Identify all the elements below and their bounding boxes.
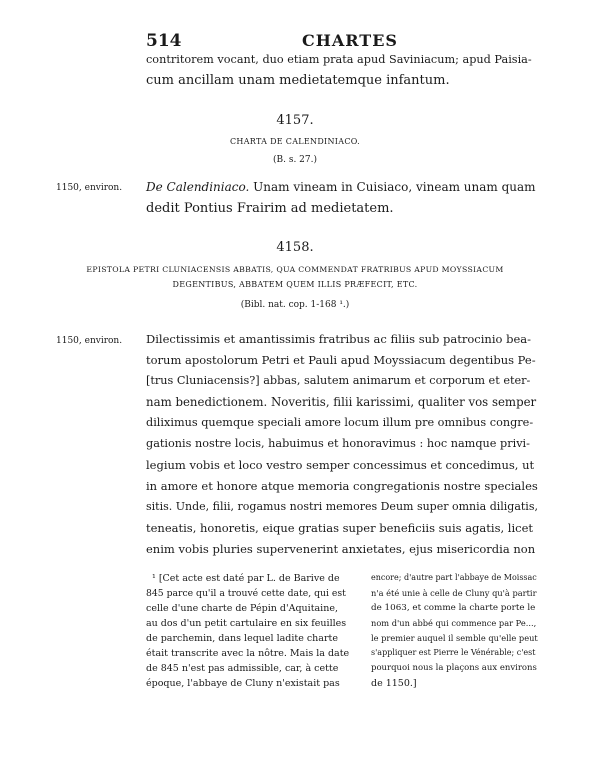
carryover-line: cum ancillam unam medietatemque infantum. — [146, 73, 450, 88]
charter-text: Unam vineam in Cuisiaco, vineam unam quam — [249, 180, 536, 194]
charter-text-line — [146, 180, 536, 194]
letter-line: Dilectissimis et amantissimis fratribus ac filiis sub patrocinio bea- — [146, 332, 531, 346]
letter-line: torum apostolorum Petri et Pauli apud Moyssiacum degentibus Pe- — [146, 353, 536, 367]
footnote-line: celle d'une charte de Pépin d'Aquitaine, — [146, 603, 338, 614]
page-number: 514 — [146, 31, 182, 51]
charter-title: CHARTA DE CALENDINIACO. — [230, 137, 360, 146]
footnote-line: au dos d'un petit cartulaire en six feuilles — [146, 618, 347, 629]
letter-line: gationis nostre locis, habuimus et honoravimus : hoc namque privi- — [146, 437, 530, 450]
margin-date: 1150, environ. — [56, 183, 123, 193]
running-title: CHARTES — [302, 31, 398, 50]
footnote-line: était transcrite avec la nôtre. Mais la date — [146, 648, 350, 659]
carryover-line: contritorem vocant, duo etiam prata apud Saviniacum; apud Paisia- — [146, 53, 532, 66]
letter-line: [trus Cluniacensis?] abbas, salutem animarum et corporum et eter- — [146, 374, 531, 387]
letter-line: legium vobis et loco vestro semper concessimus et concedimus, ut — [146, 458, 535, 472]
footnote-line: de 1063, et comme la charte porte le — [371, 603, 536, 613]
footnote-line: époque, l'abbaye de Cluny n'existait pas — [146, 678, 340, 689]
charter-title: DEGENTIBUS, ABBATEM QUEM ILLIS PRÆFECIT, ETC. — [172, 280, 418, 289]
charter-incipit: De Calendiniaco. — [146, 180, 250, 194]
footnote-line: de parchemin, dans lequel ladite charte — [146, 633, 338, 644]
letter-line: sitis. Unde, filii, rogamus nostri memores Deum super omnia diligatis, — [146, 500, 538, 513]
charter-text-line: dedit Pontius Frairim ad medietatem. — [146, 201, 394, 216]
charter-number: 4158. — [276, 240, 314, 255]
margin-date: 1150, environ. — [56, 336, 123, 346]
letter-line: diliximus quemque speciali amore locum illum pre omnibus congre- — [146, 416, 534, 429]
footnote-line: pourquoi nous la plaçons aux environs — [371, 663, 537, 673]
footnote-line: de 1150.] — [371, 678, 417, 689]
footnote-line: n'a été unie à celle de Cluny qu'à partir — [371, 588, 537, 598]
footnote-line: encore; d'autre part l'abbaye de Moissac — [371, 573, 537, 582]
letter-line: in amore et honore atque memoria congregationis nostre speciales — [146, 479, 538, 493]
charter-title: EPISTOLA PETRI CLUNIACENSIS ABBATIS, QUA COMMENDAT FRATRIBUS APUD MOYSSIACUM — [86, 265, 504, 274]
footnote-line: nom d'un abbé qui commence par Pe..., — [371, 618, 537, 628]
charter-reference: (B. s. 27.) — [272, 155, 317, 165]
footnote-line: s'appliquer est Pierre le Vénérable; c'est — [371, 648, 536, 657]
letter-line: nam benedictionem. Noveritis, filii karissimi, qualiter vos semper — [146, 395, 537, 409]
footnote-line: 845 parce qu'il a trouvé cette date, qui est — [146, 588, 346, 599]
footnote-line: de 845 n'est pas admissible, car, à cette — [146, 663, 339, 674]
letter-line: enim vobis pluries supervenerint anxietates, ejus misericordia non — [146, 542, 536, 556]
letter-line: teneatis, honoretis, eique gratias super beneficiis suis agatis, licet — [146, 521, 534, 535]
charter-number: 4157. — [276, 113, 314, 128]
footnote-line: ¹ [Cet acte est daté par L. de Barive de — [152, 573, 340, 584]
charter-reference: (Bibl. nat. cop. 1-168 ¹.) — [240, 300, 350, 310]
footnote-line: le premier auquel il semble qu'elle peut — [371, 633, 538, 643]
